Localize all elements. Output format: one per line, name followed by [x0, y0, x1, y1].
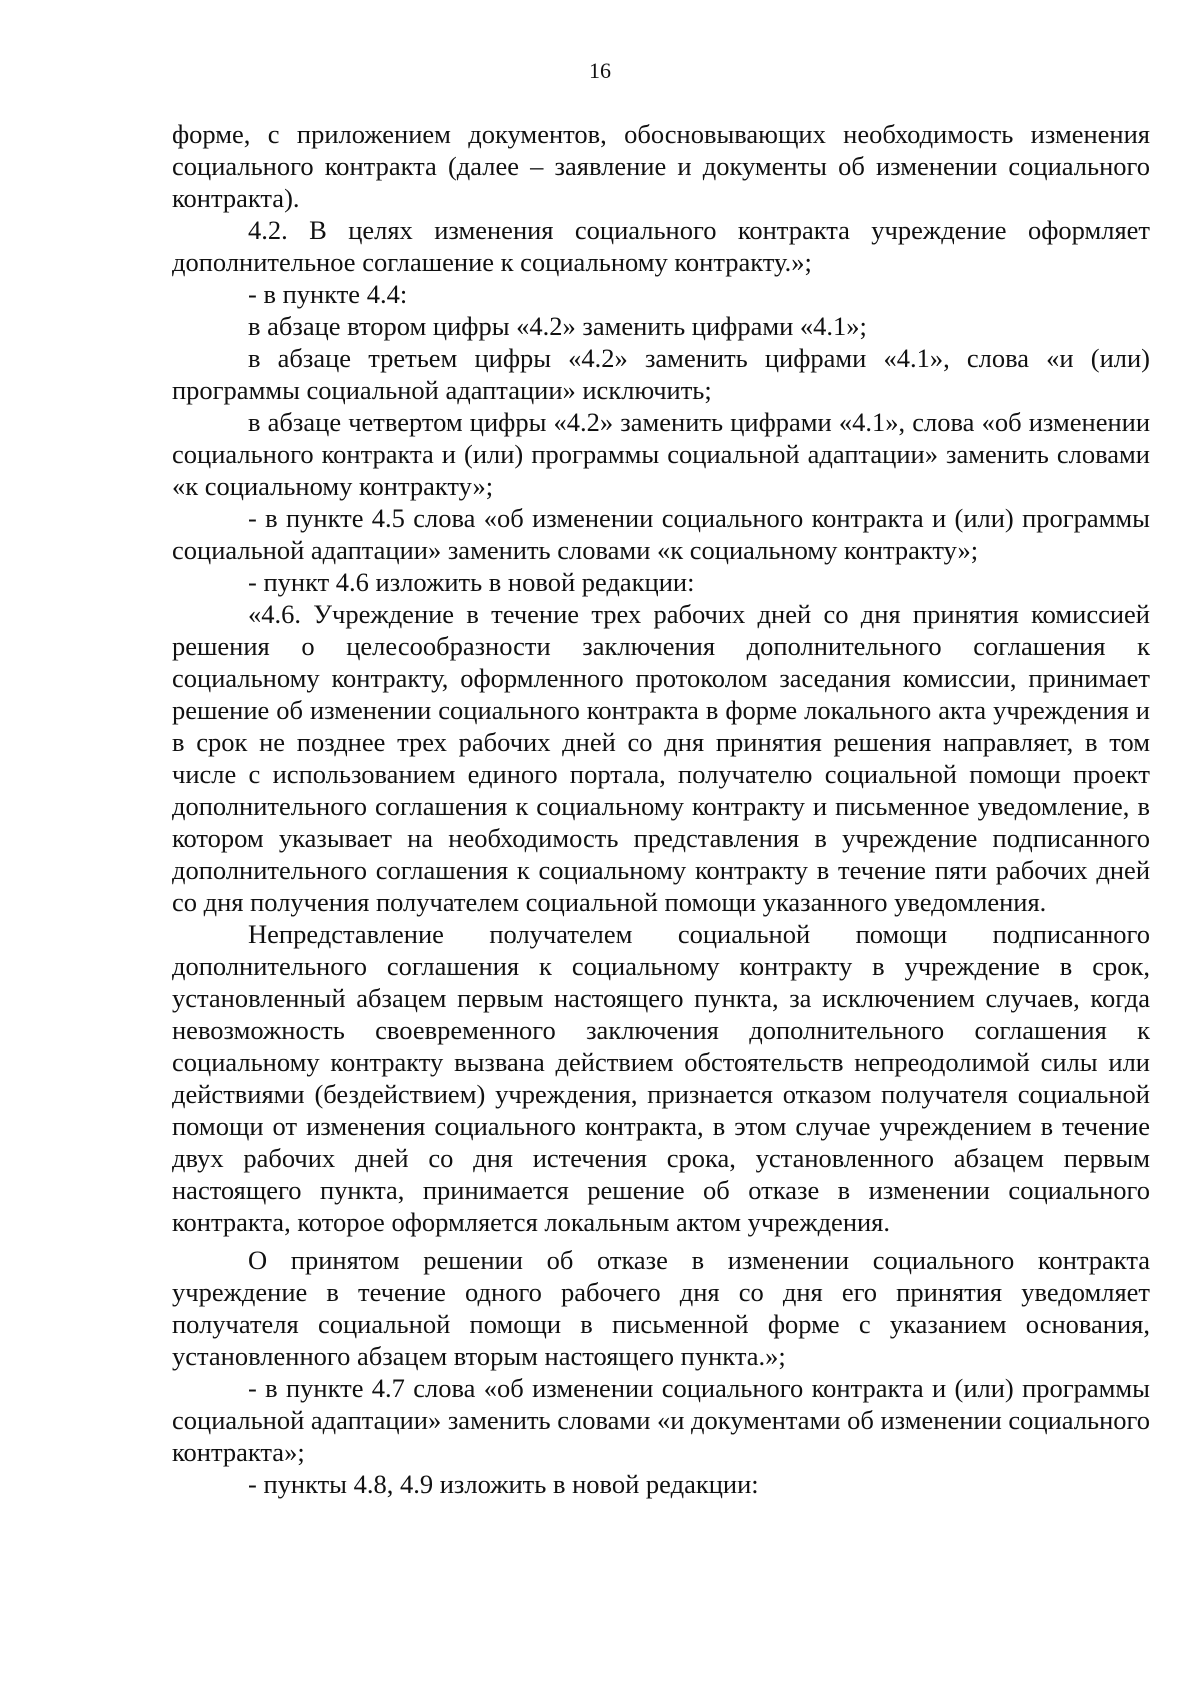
paragraph-4-6-nonsubmission: Непредставление получателем социальной помощи подписанного дополнительного соглашения к социальному контракту в учреждение в срок, установленный абзацем первым настоящего пункта, за исключением случаев, когда невозможность своевременного заключения дополнительного соглашения к социальному контракту вызвана действием обстоятельств непреодолимой силы или действиями (бездействием) учреждения, признается отказом получателя социальной помощи от изменения социального контракта, в этом случае учреждением в течение двух рабочих дней со дня истечения срока, установленного абзацем первым настоящего пункта, принимается решение об отказе в изменении социального контракта, которое оформляется локальным актом учреждения.: [172, 919, 1150, 1237]
paragraph-4-6-text: «4.6. Учреждение в течение трех рабочих дней со дня принятия комиссией решения о целесообразности заключения дополнительного соглашения к социальному контракту, оформленного протоколом заседания комиссии, принимает решение об изменении социального контракта в форме локального акта учреждения и в срок не позднее трех рабочих дней со дня принятия решения направляет, в том числе с использованием единого портала, получателю социальной помощи проект дополнительного соглашения к социальному контракту и письменное уведомление, в котором указывает на необходимость представления в учреждение подписанного дополнительного соглашения к социальному контракту в течение пяти рабочих дней со дня получения получателем социальной помощи указанного уведомления.: [172, 599, 1150, 917]
paragraph-item-4-5: - в пункте 4.5 слова «об изменении социального контракта и (или) программы социальной адаптации» заменить словами «к социальному контракту»;: [172, 503, 1150, 565]
paragraph-item-4-7: - в пункте 4.7 слова «об изменении социального контракта и (или) программы социальной адаптации» заменить словами «и документами об изменении социального контракта»;: [172, 1373, 1150, 1467]
document-body: [172, 118, 1150, 1500]
paragraph-continuation: форме, с приложением документов, обосновывающих необходимость изменения социального контракта (далее – заявление и документы об изменении социального контракта).: [172, 119, 1150, 213]
paragraph-item-4-6: - пункт 4.6 изложить в новой редакции:: [248, 567, 695, 597]
paragraph-item-4-4: - в пункте 4.4:: [248, 279, 408, 309]
page-number: 16: [589, 58, 611, 83]
paragraph-4-6-refusal-notice: О принятом решении об отказе в изменении социального контракта учреждение в течение одного рабочего дня со дня его принятия уведомляет получателя социальной помощи в письменной форме с указанием основания, установленного абзацем вторым настоящего пункта.»;: [172, 1245, 1150, 1371]
paragraph-items-4-8-4-9: - пункты 4.8, 4.9 изложить в новой редакции:: [248, 1469, 759, 1499]
paragraph-4-2: 4.2. В целях изменения социального контракта учреждение оформляет дополнительное соглашение к социальному контракту.»;: [172, 215, 1150, 277]
paragraph-4-4-abzac-2: в абзаце втором цифры «4.2» заменить цифрами «4.1»;: [248, 311, 867, 341]
paragraph-4-4-abzac-3: в абзаце третьем цифры «4.2» заменить цифрами «4.1», слова «и (или) программы социальной адаптации» исключить;: [172, 343, 1150, 405]
paragraph-4-4-abzac-4: в абзаце четвертом цифры «4.2» заменить цифрами «4.1», слова «об изменении социального контракта и (или) программы социальной адаптации» заменить словами «к социальному контракту»;: [172, 407, 1150, 501]
